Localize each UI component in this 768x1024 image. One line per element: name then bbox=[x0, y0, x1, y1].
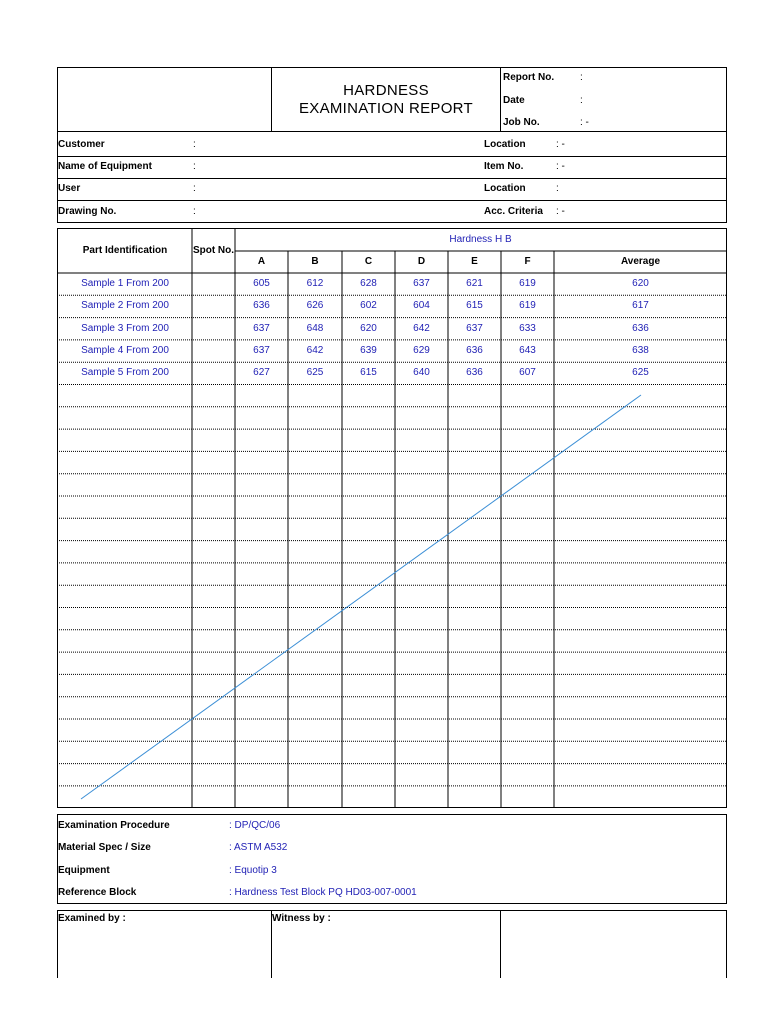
hardness-cell: 604 bbox=[413, 300, 430, 312]
location-value: : - bbox=[556, 139, 565, 150]
column-header-a: A bbox=[257, 256, 266, 267]
hardness-cell: 620 bbox=[360, 322, 377, 334]
user-value: : bbox=[193, 183, 196, 194]
hardness-cell: 626 bbox=[306, 300, 324, 312]
hardness-cell: 637 bbox=[253, 322, 270, 334]
hardness-cell: 636 bbox=[253, 300, 270, 312]
drawing-value: : bbox=[193, 206, 196, 217]
equipment-name-label: Name of Equipment bbox=[58, 161, 152, 172]
hardness-cell: 612 bbox=[306, 278, 324, 289]
hardness-cell: 605 bbox=[253, 278, 270, 289]
examined-by-label: Examined by : bbox=[58, 913, 126, 924]
hardness-cell: 642 bbox=[413, 322, 430, 334]
acceptance-criteria-label: Acc. Criteria bbox=[484, 206, 543, 217]
sample-label: Sample 5 From 200 bbox=[81, 367, 169, 379]
column-header-average: Average bbox=[620, 256, 661, 267]
hardness-cell: 615 bbox=[360, 367, 377, 379]
user-label: User bbox=[58, 183, 81, 194]
report-no-label: Report No. bbox=[503, 72, 555, 83]
procedure-value: : DP/QC/06 bbox=[229, 820, 281, 831]
hardness-cell: 619 bbox=[519, 300, 536, 312]
date-value: : bbox=[580, 95, 583, 106]
average-cell: 617 bbox=[632, 300, 649, 312]
hardness-cell: 636 bbox=[466, 344, 483, 356]
job-no-value: : - bbox=[580, 117, 589, 128]
drawing-label: Drawing No. bbox=[58, 206, 117, 217]
hardness-unit-header: Hardness H B bbox=[449, 234, 512, 245]
hardness-cell: 619 bbox=[519, 278, 536, 289]
equipment-label: Equipment bbox=[58, 865, 110, 876]
average-cell: 636 bbox=[632, 322, 649, 334]
reference-block-value: : Hardness Test Block PQ HD03-007-0001 bbox=[229, 887, 417, 898]
average-cell: 625 bbox=[632, 367, 649, 379]
signature-block bbox=[57, 910, 727, 978]
report-title-line1: HARDNESS bbox=[343, 82, 429, 99]
customer-label: Customer bbox=[58, 139, 105, 150]
item-no-label: Item No. bbox=[484, 161, 524, 172]
average-cell: 620 bbox=[632, 278, 649, 289]
column-header-f: F bbox=[524, 256, 531, 267]
item-no-value: : - bbox=[556, 161, 565, 172]
hardness-cell: 621 bbox=[466, 278, 483, 289]
hardness-cell: 642 bbox=[306, 344, 324, 356]
spot-no-header: Spot No. bbox=[192, 245, 235, 256]
customer-value: : bbox=[193, 139, 196, 150]
material-spec-value: : ASTM A532 bbox=[229, 842, 288, 853]
witness-by-label: Witness by : bbox=[272, 913, 331, 924]
location-label-2: Location bbox=[484, 183, 526, 194]
hardness-cell: 629 bbox=[413, 344, 430, 356]
procedure-label: Examination Procedure bbox=[58, 820, 170, 831]
material-spec-label: Material Spec / Size bbox=[58, 842, 151, 853]
job-no-label: Job No. bbox=[503, 117, 540, 128]
report-no-value: : bbox=[580, 72, 583, 83]
hardness-cell: 625 bbox=[306, 367, 324, 379]
column-header-b: B bbox=[311, 256, 319, 267]
hardness-cell: 637 bbox=[466, 322, 483, 334]
acceptance-criteria-value: : - bbox=[556, 206, 565, 217]
hardness-cell: 633 bbox=[519, 322, 536, 334]
hardness-cell: 615 bbox=[466, 300, 483, 312]
report-title-line2: EXAMINATION REPORT bbox=[298, 100, 474, 117]
hardness-cell: 648 bbox=[306, 322, 324, 334]
hardness-cell: 602 bbox=[360, 300, 377, 312]
hardness-cell: 607 bbox=[519, 367, 536, 379]
average-cell: 638 bbox=[632, 344, 649, 356]
hardness-cell: 639 bbox=[360, 344, 377, 356]
void-strike-line bbox=[81, 395, 641, 799]
signature-divider bbox=[500, 910, 501, 978]
location-label: Location bbox=[484, 139, 526, 150]
sample-label: Sample 4 From 200 bbox=[81, 344, 169, 356]
location-value-2: : bbox=[556, 183, 559, 194]
hardness-cell: 636 bbox=[466, 367, 483, 379]
hardness-cell: 637 bbox=[413, 278, 430, 289]
column-header-c: C bbox=[364, 256, 373, 267]
sample-label: Sample 3 From 200 bbox=[81, 322, 169, 334]
column-header-d: D bbox=[417, 256, 426, 267]
sample-label: Sample 1 From 200 bbox=[81, 278, 169, 289]
equipment-value: : Equotip 3 bbox=[229, 865, 277, 876]
sample-label: Sample 2 From 200 bbox=[81, 300, 169, 312]
date-label: Date bbox=[503, 95, 525, 106]
column-header-e: E bbox=[471, 256, 478, 267]
part-identification-header: Part Identification bbox=[82, 245, 168, 256]
hardness-cell: 640 bbox=[413, 367, 430, 379]
hardness-cell: 628 bbox=[360, 278, 377, 289]
hardness-cell: 643 bbox=[519, 344, 536, 356]
equipment-name-value: : bbox=[193, 161, 196, 172]
hardness-cell: 627 bbox=[253, 367, 270, 379]
reference-block-label: Reference Block bbox=[58, 887, 137, 898]
hardness-cell: 637 bbox=[253, 344, 270, 356]
